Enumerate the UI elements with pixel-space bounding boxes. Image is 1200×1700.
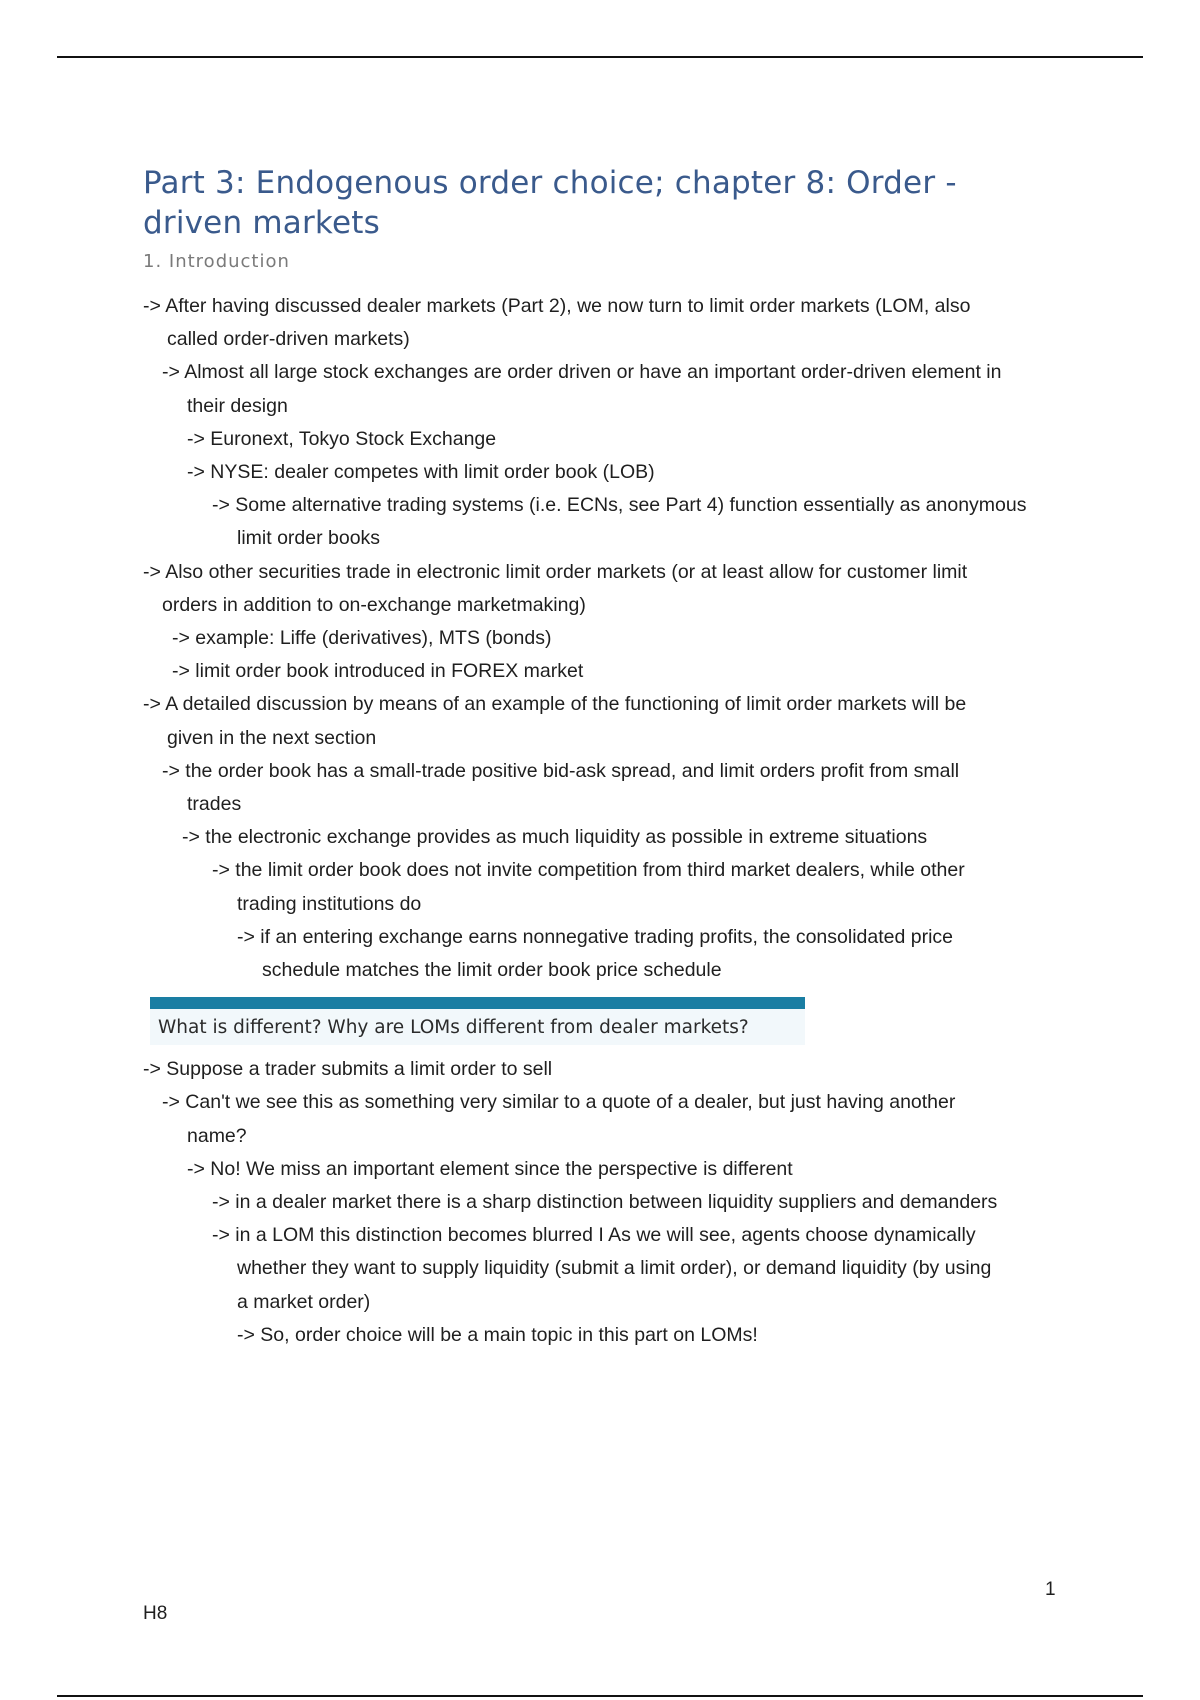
top-rule <box>57 56 1143 58</box>
list-item: -> Suppose a trader submits a limit order to sell <box>143 1058 553 1081</box>
list-item: -> Can't we see this as something very similar to a quote of a dealer, but just having another <box>162 1091 956 1114</box>
page-number: 1 <box>1045 1579 1056 1600</box>
list-item: -> if an entering exchange earns nonnegative trading profits, the consolidated price <box>237 925 954 948</box>
bottom-rule <box>57 1695 1143 1697</box>
callout-banner <box>150 997 805 1045</box>
list-item: -> After having discussed dealer markets (Part 2), we now turn to limit order markets (LOM, also <box>143 295 971 317</box>
list-item: -> example: Liffe (derivatives), MTS (bonds) <box>172 627 552 650</box>
list-item: -> No! We miss an important element since the perspective is different <box>187 1157 793 1180</box>
list-item: -> A detailed discussion by means of an example of the functioning of limit order markets will be <box>143 693 967 716</box>
callout-text: What is different? Why are LOMs different from dealer markets? <box>150 1009 805 1045</box>
list-item: given in the next section <box>167 726 377 749</box>
list-item: -> in a LOM this distinction becomes blurred I As we will see, agents choose dynamically <box>212 1224 976 1247</box>
list-item: trades <box>187 793 242 816</box>
list-item: -> in a dealer market there is a sharp distinction between liquidity suppliers and demanders <box>212 1191 998 1214</box>
list-item: orders in addition to on-exchange marketmaking) <box>162 593 586 616</box>
list-item: a market order) <box>237 1290 371 1313</box>
list-item: -> Also other securities trade in electronic limit order markets (or at least allow for customer limit <box>143 560 968 583</box>
list-item: called order-driven markets) <box>167 328 410 351</box>
list-item: their design <box>187 394 288 417</box>
list-item: whether they want to supply liquidity (submit a limit order), or demand liquidity (by using <box>237 1257 992 1280</box>
list-item: -> the limit order book does not invite competition from third market dealers, while other <box>212 859 965 882</box>
list-item: -> So, order choice will be a main topic in this part on LOMs! <box>237 1323 758 1346</box>
list-item: -> Some alternative trading systems (i.e. ECNs, see Part 4) function essentially as anonymous <box>212 494 1027 517</box>
list-item: schedule matches the limit order book price schedule <box>262 959 722 982</box>
list-item: -> the order book has a small-trade positive bid-ask spread, and limit orders profit from small <box>162 759 960 782</box>
list-item: -> limit order book introduced in FOREX market <box>172 660 584 683</box>
list-item: -> Euronext, Tokyo Stock Exchange <box>187 427 497 450</box>
section-heading: 1. Introduction <box>143 251 290 272</box>
page-title: Part 3: Endogenous order choice; chapter 8: Order - driven markets <box>143 165 957 241</box>
list-item: -> Almost all large stock exchanges are order driven or have an important order-driven element in <box>162 361 1002 384</box>
list-item: -> NYSE: dealer competes with limit order book (LOB) <box>187 461 655 484</box>
callout-bar <box>150 997 805 1009</box>
body-text <box>143 290 1063 1352</box>
page-content <box>143 163 1063 1352</box>
list-item: trading institutions do <box>237 892 422 915</box>
list-item: name? <box>187 1124 247 1147</box>
list-item: limit order books <box>237 527 381 550</box>
list-item: -> the electronic exchange provides as much liquidity as possible in extreme situations <box>182 826 928 849</box>
footer-label: H8 <box>143 1603 168 1624</box>
